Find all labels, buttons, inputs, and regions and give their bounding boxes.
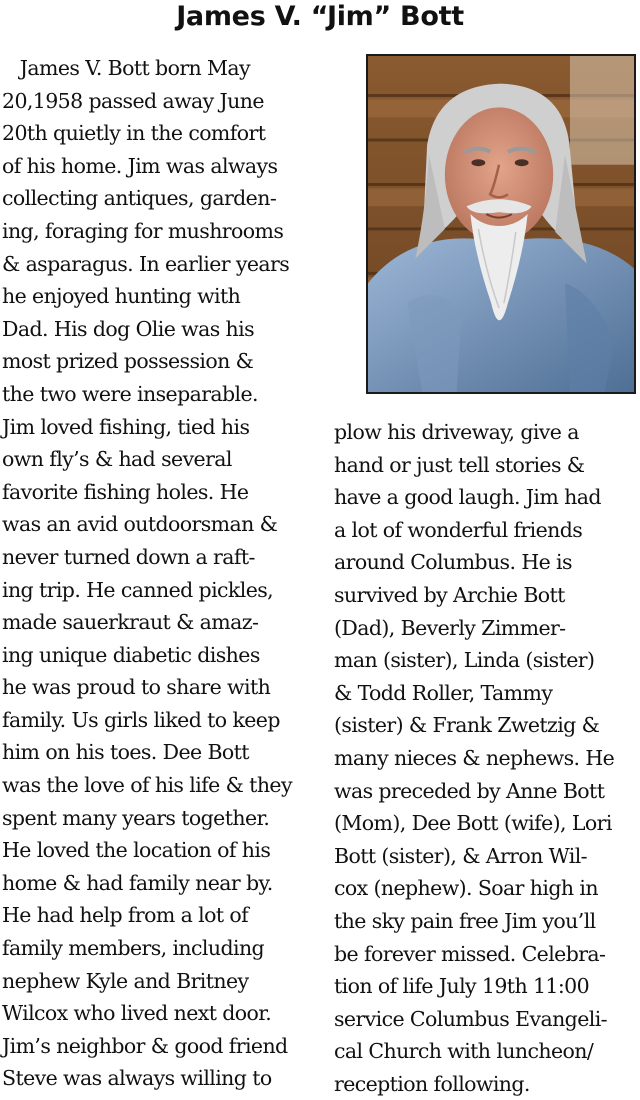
text-line: hand or just tell stories & (334, 452, 585, 477)
text-line: have a good laugh. Jim had (334, 485, 601, 510)
text-line: 20th quietly in the comfort (2, 121, 266, 146)
text-line: reception following. (334, 1071, 530, 1096)
text-line: a lot of wonderful friends (334, 517, 583, 542)
text-line: ing trip. He canned pickles, (2, 577, 274, 602)
text-line: Dad. His dog Olie was his (2, 316, 255, 341)
text-line: cal Church with luncheon/ (334, 1039, 594, 1064)
text-line: James V. Bott born May (2, 56, 251, 80)
text-line: most prized possession & (2, 349, 254, 374)
text-line: Jim’s neighbor & good friend (2, 1033, 288, 1058)
text-line: (Mom), Dee Bott (wife), Lori (334, 811, 612, 836)
text-line: tion of life July 19th 11:00 (334, 974, 590, 999)
text-line: (sister) & Frank Zwetzig & (334, 713, 600, 738)
text-line: ing unique diabetic dishes (2, 642, 260, 667)
text-line: home & had family near by. (2, 870, 273, 895)
portrait-photo (366, 54, 636, 394)
text-line: collecting antiques, garden- (2, 186, 277, 211)
text-line: of his home. Jim was always (2, 153, 278, 178)
obituary-title: James V. “Jim” Bott (176, 1, 464, 32)
text-line: 20,1958 passed away June (2, 88, 264, 113)
text-line: family. Us girls liked to keep (2, 707, 280, 732)
text-line: was the love of his life & they (2, 773, 292, 798)
text-line: many nieces & nephews. He (334, 745, 615, 770)
text-line: made sauerkraut & amaz- (2, 610, 259, 635)
text-line: plow his driveway, give a (334, 420, 579, 444)
obituary-text-left-column (2, 52, 314, 1095)
text-line: around Columbus. He is (334, 550, 572, 575)
text-line: spent many years together. (2, 805, 270, 830)
text-line: own fly’s & had several (2, 447, 232, 472)
text-line: & Todd Roller, Tammy (334, 680, 553, 705)
text-line: the two were inseparable. (2, 381, 258, 406)
text-line: He loved the location of his (2, 838, 271, 863)
text-line: service Columbus Evangeli- (334, 1006, 607, 1031)
text-line: man (sister), Linda (sister) (334, 648, 595, 673)
text-line: never turned down a raft- (2, 544, 255, 569)
text-line: Bott (sister), & Arron Wil- (334, 843, 587, 868)
text-line: nephew Kyle and Britney (2, 968, 249, 993)
text-line: favorite fishing holes. He (2, 479, 249, 504)
text-line: & asparagus. In earlier years (2, 251, 290, 276)
text-line: cox (nephew). Soar high in (334, 876, 598, 901)
obituary-text-right-column (334, 416, 638, 1100)
text-line: he was proud to share with (2, 675, 271, 700)
text-line: Wilcox who lived next door. (2, 1001, 272, 1026)
text-line: ing, foraging for mushrooms (2, 218, 284, 243)
text-line: be forever missed. Celebra- (334, 941, 606, 966)
text-line: family members, including (2, 936, 265, 961)
portrait-illustration (368, 56, 634, 392)
text-line: him on his toes. Dee Bott (2, 740, 249, 765)
text-line: the sky pain free Jim you’ll (334, 908, 596, 933)
text-line: He had help from a lot of (2, 903, 249, 928)
text-line: survived by Archie Bott (334, 582, 565, 607)
text-line: (Dad), Beverly Zimmer- (334, 615, 566, 640)
text-line: was preceded by Anne Bott (334, 778, 605, 803)
text-line: Steve was always willing to (2, 1066, 272, 1091)
text-line: Jim loved fishing, tied his (2, 414, 250, 439)
text-line: was an avid outdoorsman & (2, 512, 278, 537)
text-line: he enjoyed hunting with (2, 284, 241, 309)
